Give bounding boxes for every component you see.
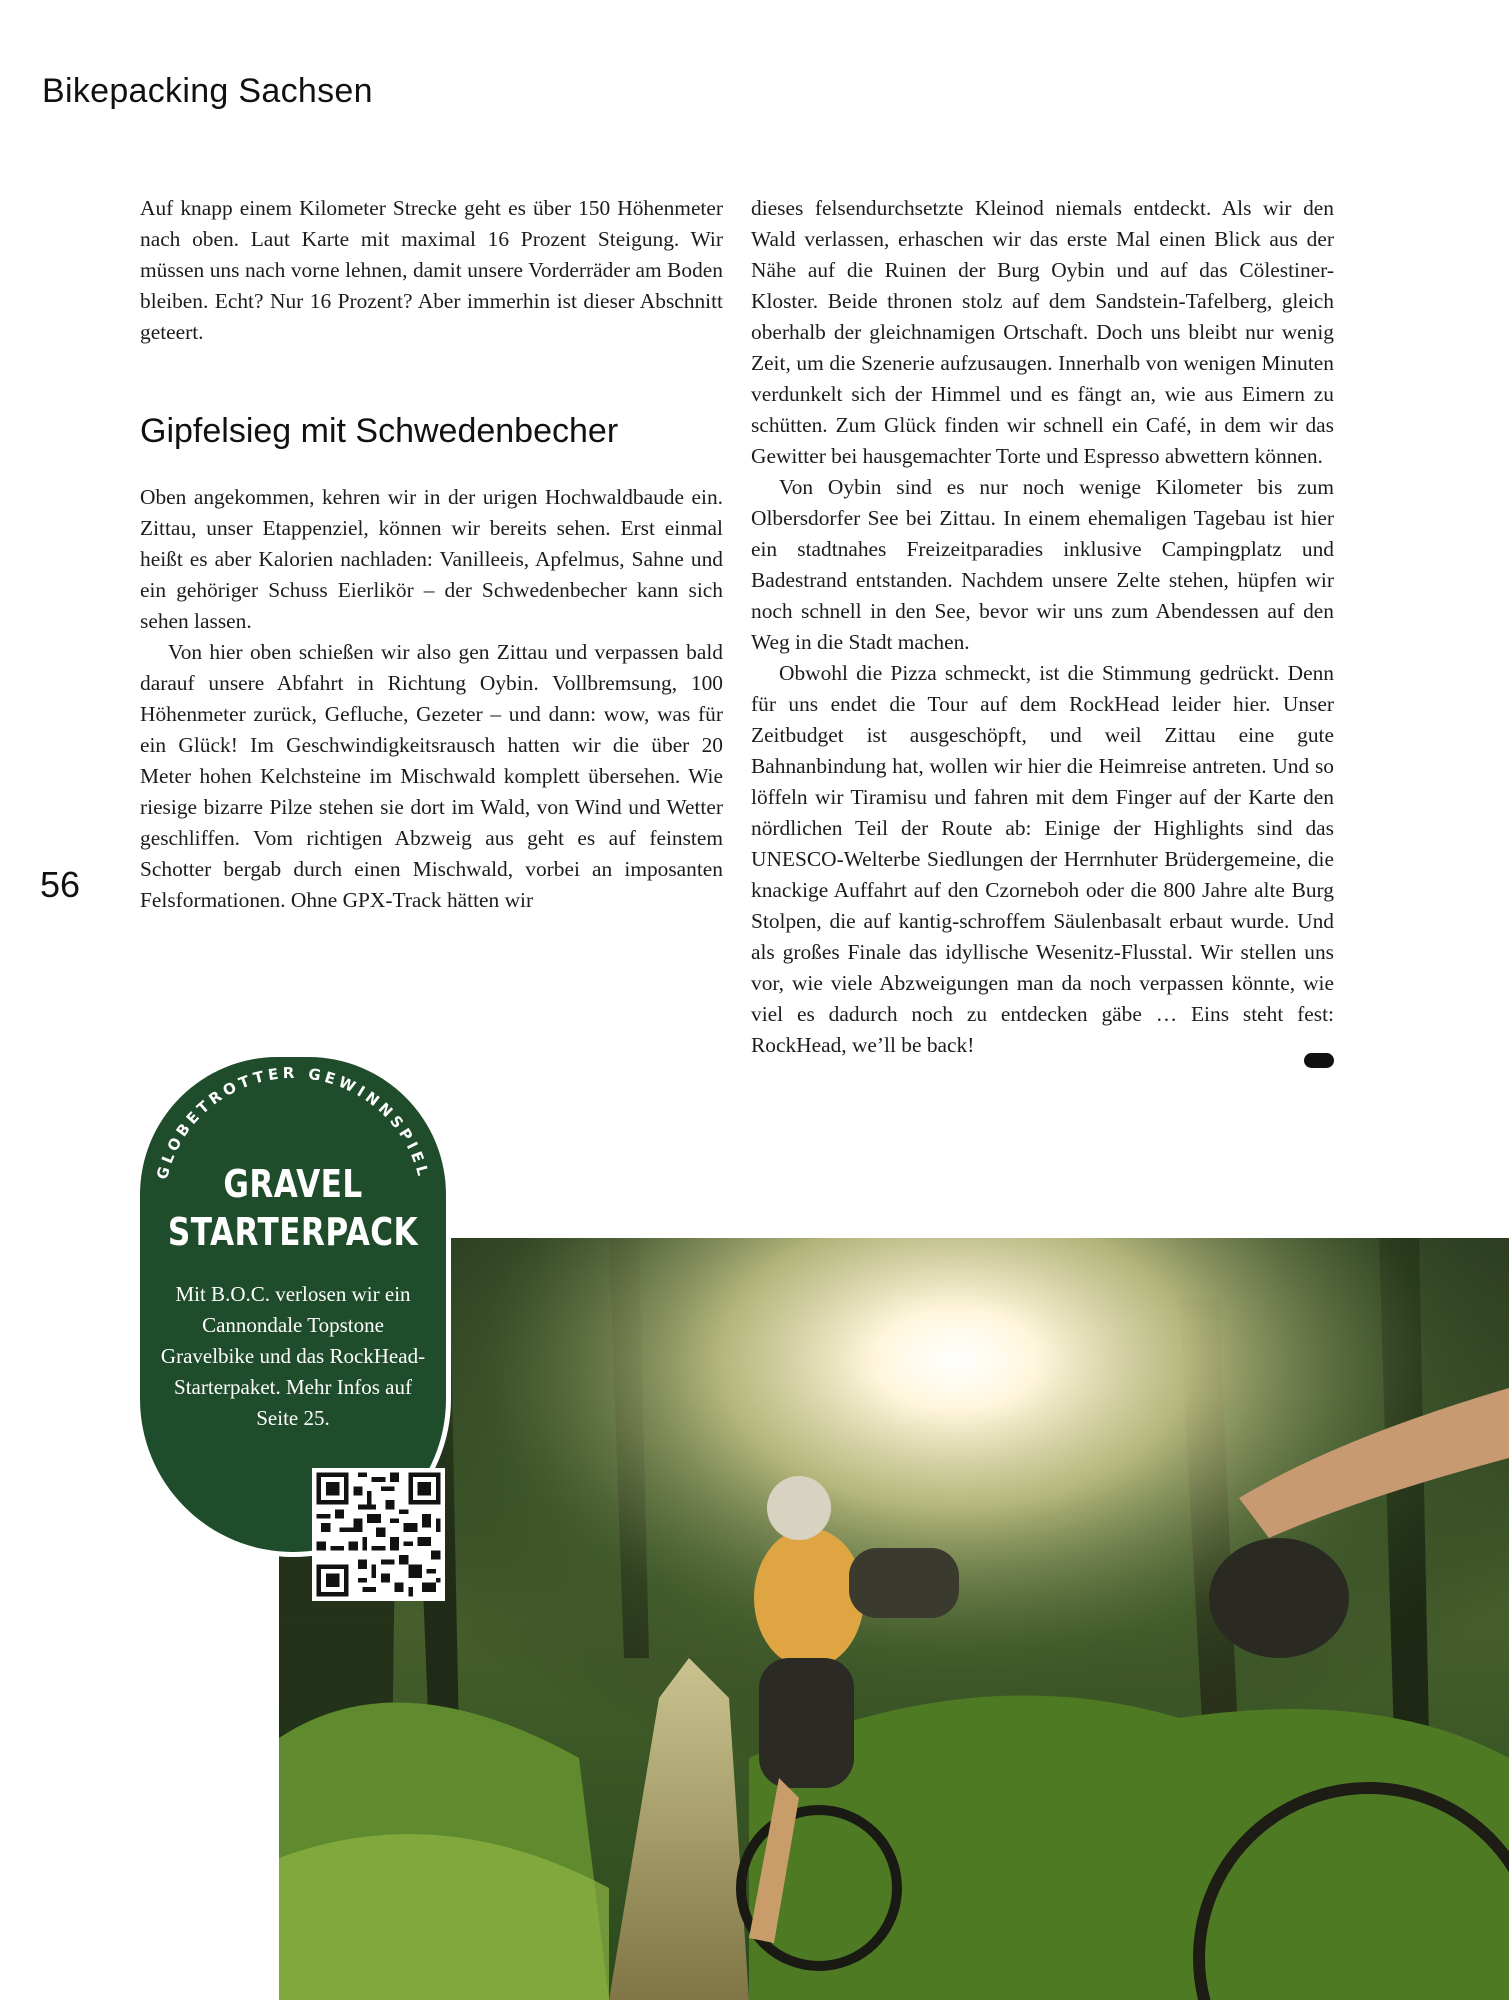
forest-cycling-photo [279, 1238, 1509, 2000]
photo-illustration [279, 1238, 1509, 2000]
article-column-right [751, 193, 1334, 1074]
section-heading: Gipfelsieg mit Schwedenbecher [140, 412, 619, 450]
badge-title-line: STARTERPACK [167, 1210, 419, 1254]
badge-title-line: GRAVEL [223, 1162, 363, 1206]
paragraph: Oben angekommen, kehren wir in der urigen Hochwaldbaude ein. Zittau, unser Etappenziel, können wir bereits sehen. Erst einmal heißt es aber Kalorien nachladen: Vanilleeis, Apfelmus, Sahne und ein gehöriger Schuss Eierlikör – der Schwedenbecher kann sich sehen lassen. [140, 485, 723, 633]
paragraph: dieses felsendurchsetzte Kleinod niemals entdeckt. Als wir den Wald verlassen, erhaschen wir das erste Mal einen Blick aus der Nähe auf die Ruinen der Burg Oybin und auf das Cölestiner-Kloster. Beide thronen stolz auf dem Sandstein-Tafelberg, gleich oberhalb der gleichnamigen Ortschaft. Doch uns bleibt nur wenig Zeit, um die Szenerie aufzusaugen. Innerhalb von wenigen Minuten verdunkelt sich der Himmel und es fängt an, wie aus Eimern zu schütten. Zum Glück finden wir schnell ein Café, in dem wir das Gewitter bei hausgemachter Torte und Espresso abwettern können. [751, 196, 1334, 468]
paragraph: Von hier oben schießen wir also gen Zittau und verpassen bald darauf unsere Abfahrt in Richtung Oybin. Vollbremsung, 100 Höhenmeter zurück, Gefluche, Gezeter – und dann: wow, was für ein Glück! Im Geschwindigkeitsrausch hatten wir die über 20 Meter hohen Kelchsteine im Mischwald komplett übersehen. Wie riesige bizarre Pilze stehen sie dort im Wald, von Wind und Wetter geschliffen. Vom richtigen Abzweig aus geht es auf feinstem Schotter bergab durch einen Mischwald, vorbei an imposanten Felsformationen. Ohne GPX-Track hätten wir [140, 640, 723, 912]
end-of-article-mark [1304, 1053, 1334, 1068]
article-column-left [140, 193, 723, 916]
running-title: Bikepacking Sachsen [42, 72, 373, 110]
paragraph-intro: Auf knapp einem Kilometer Strecke geht es über 150 Höhenmeter nach oben. Laut Karte mit maximal 16 Prozent Steigung. Wir müssen uns nach vorne lehnen, damit unsere Vorderräder am Boden bleiben. Echt? Nur 16 Prozent? Aber immerhin ist dieser Abschnitt geteert. [140, 196, 723, 344]
page-number: 56 [40, 864, 81, 905]
badge-arc-label: GLOBETROTTER GEWINNSPIEL [153, 1063, 433, 1182]
badge-body: Mit B.O.C. verlosen wir ein Cannondale Topstone Gravelbike und das RockHead-Starterpaket. Mehr Infos auf Seite 25. [160, 1282, 426, 1430]
qr-code-icon[interactable] [312, 1468, 445, 1601]
paragraph: Von Oybin sind es nur noch wenige Kilometer bis zum Olbersdorfer See bei Zittau. In einem ehemaligen Tagebau ist hier ein stadtnahes Freizeitparadies inklusive Campingplatz und Badestrand entstanden. Nachdem unsere Zelte stehen, hüpfen wir noch schnell in den See, bevor wir uns zum Abendessen auf den Weg in die Stadt machen. [751, 475, 1334, 654]
qr-code-graphic [312, 1468, 445, 1601]
paragraph: Obwohl die Pizza schmeckt, ist die Stimmung gedrückt. Denn für uns endet die Tour auf dem RockHead leider hier. Unser Zeitbudget ist ausgeschöpft, und weil Zittau eine gute Bahnanbindung hat, wollen wir hier die Heimreise antreten. Und so löffeln wir Tiramisu und fahren mit dem Finger auf der Karte den nördlichen Teil der Route ab: Einige der Highlights sind das UNESCO-Welterbe Siedlungen der Herrnhuter Brüdergemeine, die knackige Auffahrt auf den Czorneboh oder die 800 Jahre alte Burg Stolpen, die auf kantig-schroffem Säulenbasalt erbaut wurde. Und als großes Finale das idyllische Wesenitz-Flusstal. Wir stellen uns vor, wie viele Abzweigungen man da noch verpassen könnte, wie viel es dadurch noch zu entdecken gäbe … Eins steht fest: RockHead, we’ll be back! [751, 661, 1334, 1057]
badge-title [168, 1160, 419, 1256]
